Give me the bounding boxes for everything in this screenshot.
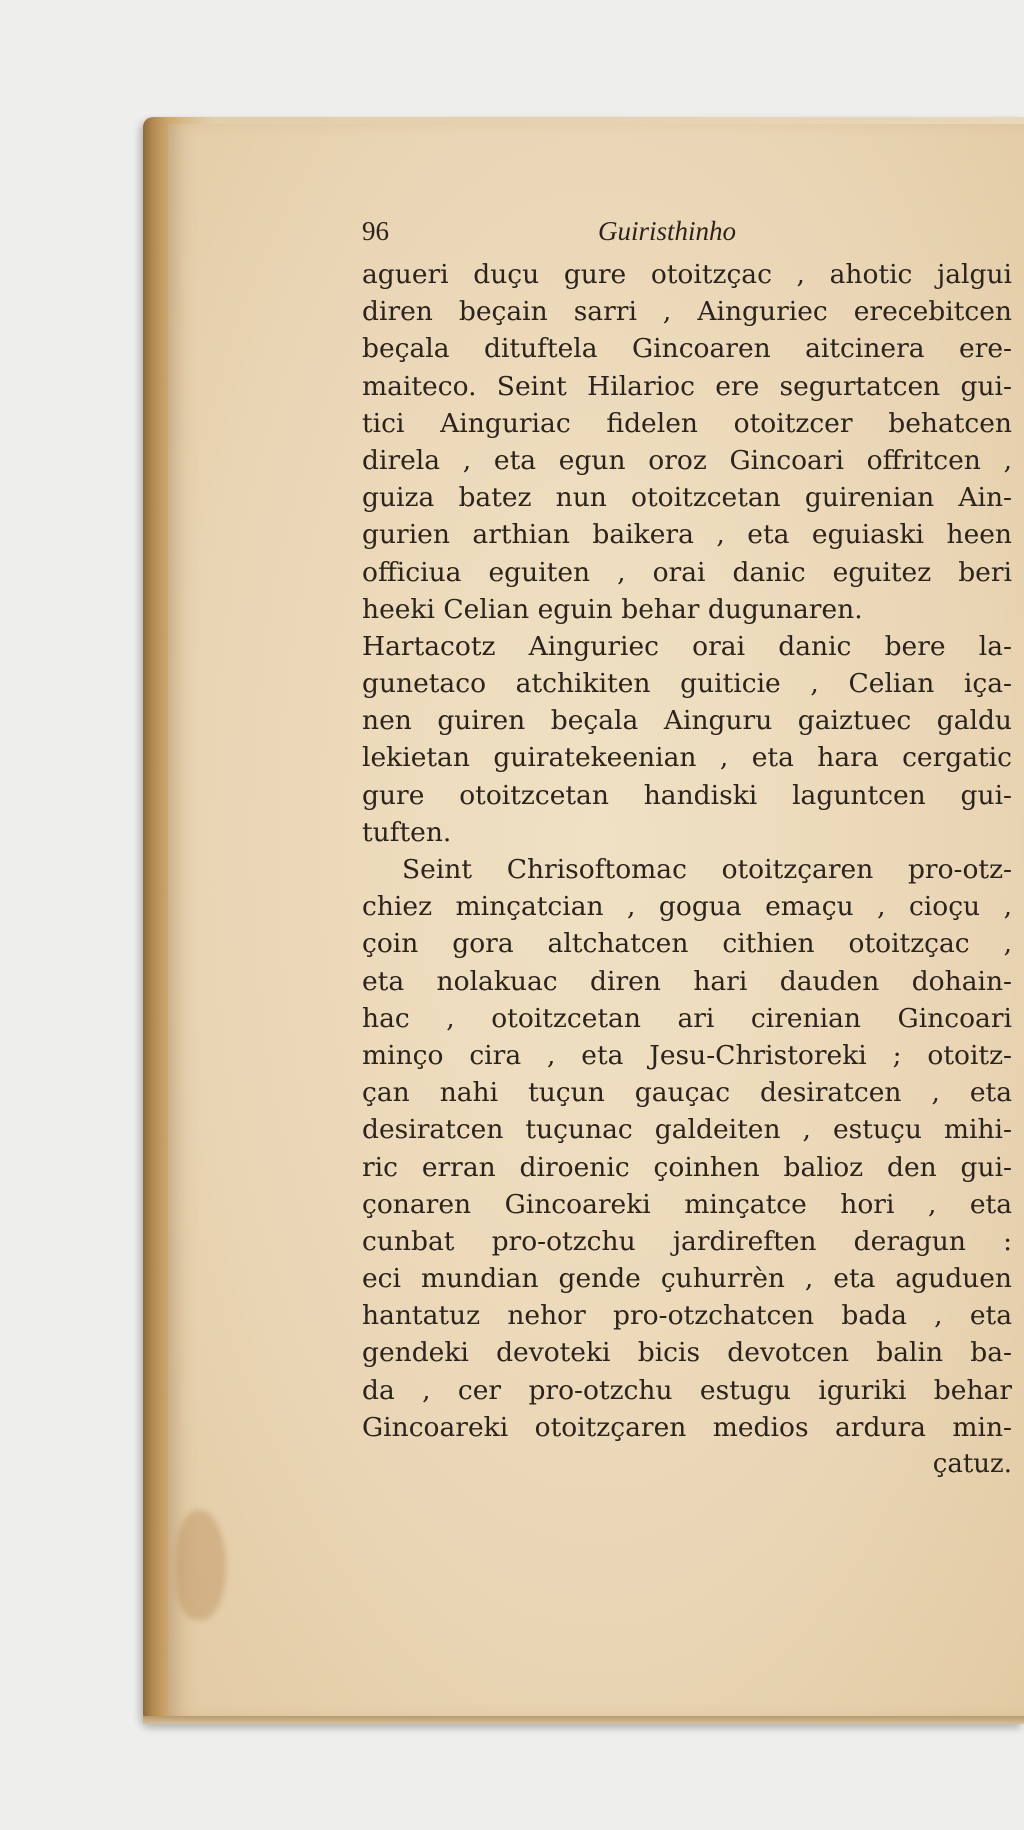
text-line: cunbat pro-otzchu jardireften deragun : xyxy=(362,1225,1012,1257)
text-line: direla , eta egun oroz Gincoari offritcen , xyxy=(362,444,1012,476)
text-line: hantatuz nehor pro-otzchatcen bada , eta xyxy=(362,1300,1012,1332)
text-line: nen guiren beçala Ainguru gaiztuec galdu xyxy=(362,705,1012,737)
text-line: gendeki devoteki bicis devotcen balin ba- xyxy=(362,1337,1012,1369)
catchword: çatuz. xyxy=(932,1449,1012,1479)
text-line: diren beçain sarri , Ainguriec erecebitcen xyxy=(362,296,1012,328)
text-line: çonaren Gincoareki minçatce hori , eta xyxy=(362,1188,1012,1220)
text-line: Gincoareki otoitzçaren medios ardura min- xyxy=(362,1411,1012,1443)
text-line: officiua eguiten , orai danic eguitez beri xyxy=(362,556,1012,588)
text-line: minço cira , eta Jesu-Christoreki ; otoitz- xyxy=(362,1039,1012,1071)
running-head xyxy=(362,216,1012,256)
text-line: gure otoitzcetan handiski laguntcen gui- xyxy=(362,779,1012,811)
page-bottom-edge xyxy=(143,1716,1024,1724)
page-number: 96 xyxy=(362,216,389,246)
text-line: chiez minçatcian , gogua emaçu , cioçu , xyxy=(362,891,1012,923)
text-line: eci mundian gende çuhurrèn , eta aguduen xyxy=(362,1263,1012,1295)
text-line: beçala dituftela Gincoaren aitcinera ere- xyxy=(362,333,1012,365)
text-line: desiratcen tuçunac galdeiten , estuçu mihi- xyxy=(362,1114,1012,1146)
text-line: maiteco. Seint Hilarioc ere segurtatcen gui- xyxy=(362,370,1012,402)
text-line: Hartacotz Ainguriec orai danic bere la- xyxy=(362,630,1012,662)
text-line: gunetaco atchikiten guiticie , Celian iça- xyxy=(362,668,1012,700)
text-block xyxy=(362,216,1012,1483)
text-line: gurien arthian baikera , eta eguiaski heen xyxy=(362,519,1012,551)
text-line: çan nahi tuçun gauçac desiratcen , eta xyxy=(362,1077,1012,1109)
text-line: heeki Celian eguin behar dugunaren. xyxy=(362,593,863,625)
text-line: çoin gora altchatcen cithien otoitzçac , xyxy=(362,928,1012,960)
text-line: lekietan guiratekeenian , eta hara cergatic xyxy=(362,742,1012,774)
text-line: guiza batez nun otoitzcetan guirenian Ain- xyxy=(362,482,1012,514)
running-title: Guiristhinho xyxy=(598,216,737,246)
text-line: agueri duçu gure otoitzçac , ahotic jalgui xyxy=(362,259,1012,290)
text-line: tici Ainguriac fidelen otoitzcer behatcen xyxy=(362,407,1012,439)
text-line: tuften. xyxy=(362,816,452,848)
paper-stain xyxy=(176,1510,226,1620)
text-line: da , cer pro-otzchu estugu iguriki behar xyxy=(362,1374,1012,1406)
text-line: ric erran diroenic çoinhen balioz den gui- xyxy=(362,1151,1012,1183)
text-line: Seint Chrisoftomac otoitzçaren pro-otz- xyxy=(402,854,1012,885)
text-line: hac , otoitzcetan ari cirenian Gincoari xyxy=(362,1002,1012,1034)
text-line: eta nolakuac diren hari dauden dohain- xyxy=(362,965,1012,997)
